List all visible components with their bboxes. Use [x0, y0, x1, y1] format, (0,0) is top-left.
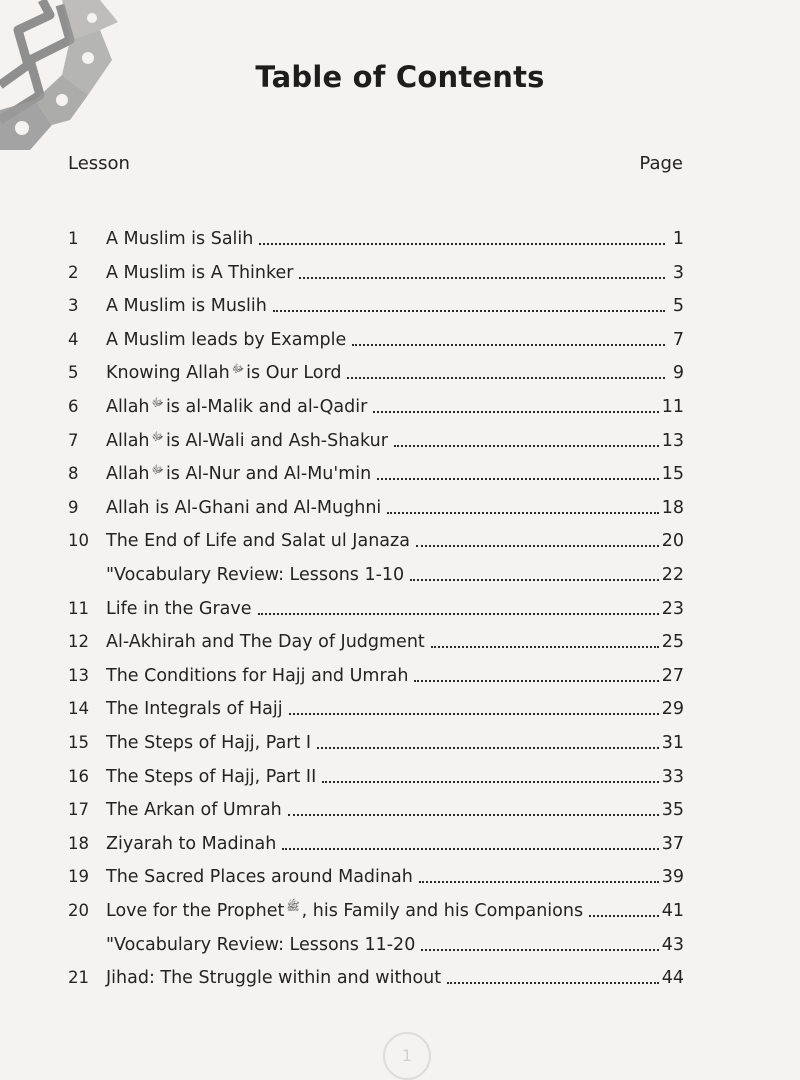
- toc-entry[interactable]: [68, 352, 684, 386]
- toc-entry[interactable]: [68, 420, 684, 454]
- lesson-title: [106, 894, 583, 924]
- dot-leader: [447, 981, 659, 984]
- toc-entry[interactable]: [68, 957, 684, 991]
- lesson-title: [106, 293, 267, 319]
- lesson-number: 15: [68, 733, 89, 752]
- dot-leader: [421, 948, 658, 951]
- dot-leader: [289, 712, 659, 715]
- page-number-cell: 22: [661, 565, 684, 585]
- lesson-number: 21: [68, 968, 89, 988]
- lesson-title-text-cont: , his Family and his Companions: [301, 901, 584, 921]
- lesson-title-text: Allah: [106, 464, 150, 485]
- lesson-title-text: "Vocabulary Review: Lessons 1-10: [106, 565, 405, 585]
- lesson-number: 2: [68, 262, 79, 282]
- lesson-number: 10: [68, 531, 89, 551]
- page-number-cell: 3: [672, 262, 684, 283]
- lesson-title: [106, 629, 425, 655]
- page-number-cell: 35: [661, 800, 684, 821]
- lesson-title-text-cont: is Al-Wali and Ash-Shakur: [165, 430, 388, 451]
- page-number-cell: 25: [661, 632, 684, 653]
- lesson-title-text: Allah: [106, 430, 150, 451]
- lesson-number: 6: [68, 397, 79, 416]
- lesson-title: [106, 764, 316, 790]
- lesson-title-text-cont: is Our Lord: [246, 363, 342, 384]
- toc-entry[interactable]: [68, 621, 684, 655]
- page-number-cell: 39: [661, 867, 684, 888]
- dot-leader: [416, 544, 659, 547]
- dot-leader: [259, 242, 665, 245]
- lesson-title: [106, 663, 408, 689]
- lesson-number: 16: [68, 766, 89, 786]
- dot-leader: [258, 612, 659, 615]
- lesson-title-text-cont: is al-Malik and al-Qadir: [165, 397, 368, 417]
- toc-entry[interactable]: [68, 588, 684, 622]
- page-number-cell: 11: [661, 397, 684, 417]
- page-number-cell: 13: [661, 430, 684, 451]
- toc-entry[interactable]: [68, 285, 684, 319]
- toc-entry[interactable]: [68, 722, 684, 756]
- dot-leader: [414, 679, 658, 682]
- lesson-title: [106, 864, 413, 890]
- page-number-cell: 31: [661, 733, 684, 753]
- dot-leader: [299, 276, 665, 279]
- dot-leader: [387, 511, 658, 514]
- lesson-title: [106, 226, 253, 252]
- lesson-number: 3: [68, 296, 79, 316]
- lesson-column-header: Lesson: [68, 153, 130, 174]
- lesson-number: 12: [68, 632, 89, 652]
- lesson-title-text: Al-Akhirah and The Day of Judgment: [106, 632, 425, 653]
- lesson-title-text: Jihad: The Struggle within and without: [106, 968, 442, 989]
- dot-leader: [273, 309, 665, 312]
- dot-leader: [288, 813, 659, 816]
- lesson-title-text: The Sacred Places around Madinah: [106, 867, 413, 888]
- lesson-title: [106, 390, 367, 420]
- page-number-cell: 37: [661, 833, 684, 854]
- toc-entry[interactable]: [68, 453, 684, 487]
- lesson-title-text: The Steps of Hajj, Part I: [106, 733, 312, 753]
- page-title: Table of Contents: [255, 60, 545, 94]
- lesson-number: 9: [68, 497, 79, 517]
- toc-entry[interactable]: [68, 688, 684, 722]
- lesson-title: [106, 562, 404, 588]
- dot-leader: [373, 410, 658, 413]
- honorific-glyph: ﷻ: [151, 396, 164, 409]
- page-number-cell: 9: [672, 363, 684, 384]
- lesson-title: [106, 797, 282, 823]
- page-number-cell: 44: [661, 968, 684, 989]
- toc-entry[interactable]: [68, 890, 684, 924]
- lesson-title: [106, 696, 283, 722]
- lesson-title-text: The Integrals of Hajj: [106, 699, 283, 720]
- lesson-title: [106, 932, 415, 958]
- dot-leader: [282, 847, 658, 850]
- toc-entry[interactable]: [68, 520, 684, 554]
- lesson-number: 11: [68, 598, 89, 618]
- dot-leader: [322, 780, 658, 783]
- lesson-number: 7: [68, 430, 79, 450]
- dot-leader: [410, 578, 659, 581]
- lesson-title: [106, 356, 341, 386]
- page-number-cell: 5: [672, 296, 684, 317]
- lesson-number: 20: [68, 901, 89, 920]
- lesson-title-text: Ziyarah to Madinah: [106, 833, 277, 854]
- lesson-title-text-cont: is Al-Nur and Al-Mu'min: [165, 464, 372, 485]
- lesson-title: [106, 596, 252, 622]
- lesson-title: [106, 528, 410, 554]
- lesson-title: [106, 730, 311, 756]
- lesson-title: [106, 831, 276, 857]
- page-number-cell: 1: [672, 229, 684, 249]
- lesson-title-text: A Muslim is A Thinker: [106, 262, 294, 283]
- page-number-cell: 20: [661, 531, 684, 552]
- page-number-cell: 7: [672, 329, 684, 350]
- page-number-cell: 23: [661, 598, 684, 619]
- page-number-cell: 43: [661, 934, 684, 955]
- dot-leader: [377, 477, 659, 480]
- lesson-title: [106, 327, 346, 353]
- dot-leader: [431, 645, 659, 648]
- lesson-title-text: Life in the Grave: [106, 598, 252, 619]
- toc-entry[interactable]: [68, 386, 684, 420]
- toc-entry[interactable]: [68, 655, 684, 689]
- toc-entry[interactable]: [68, 487, 684, 521]
- lesson-title-text: Allah is Al-Ghani and Al-Mughni: [106, 497, 382, 518]
- toc-entry[interactable]: [68, 252, 684, 286]
- lesson-number: 13: [68, 665, 89, 685]
- lesson-title-text: Knowing Allah: [106, 363, 230, 384]
- lesson-number: 1: [68, 229, 79, 248]
- lesson-title: [106, 457, 371, 487]
- honorific-glyph: ﷺ: [286, 900, 300, 913]
- toc-entry[interactable]: [68, 823, 684, 857]
- page-number-cell: 33: [661, 766, 684, 787]
- lesson-title-text: A Muslim is Salih: [106, 229, 254, 249]
- dot-leader: [347, 376, 665, 379]
- lesson-title: [106, 424, 388, 454]
- page-number-cell: 29: [661, 699, 684, 720]
- toc-entry[interactable]: [68, 856, 684, 890]
- toc-entry[interactable]: [68, 756, 684, 790]
- lesson-title-text: Love for the Prophet: [106, 901, 285, 921]
- lesson-title-text: A Muslim is Muslih: [106, 296, 267, 317]
- toc-entry[interactable]: [68, 924, 684, 958]
- lesson-title: [106, 495, 381, 521]
- lesson-title: [106, 965, 441, 991]
- toc-entry[interactable]: [68, 789, 684, 823]
- dot-leader: [317, 746, 659, 749]
- lesson-number: 18: [68, 833, 89, 853]
- page-number-cell: 41: [661, 901, 684, 921]
- dot-leader: [419, 880, 659, 883]
- lesson-title-text: The End of Life and Salat ul Janaza: [106, 531, 410, 552]
- toc-entry[interactable]: [68, 554, 684, 588]
- lesson-title-text: A Muslim leads by Example: [106, 329, 347, 350]
- dot-leader: [589, 914, 659, 917]
- lesson-title-text: Allah: [106, 397, 150, 417]
- lesson-title-text: The Arkan of Umrah: [106, 800, 282, 821]
- lesson-number: 17: [68, 800, 89, 820]
- lesson-title: [106, 260, 293, 286]
- lesson-title-text: "Vocabulary Review: Lessons 11-20: [106, 934, 416, 955]
- page-column-header: Page: [639, 153, 683, 174]
- lesson-number: 4: [68, 329, 79, 349]
- page-number-cell: 18: [661, 497, 684, 518]
- toc-entry[interactable]: [68, 218, 684, 252]
- dot-leader: [394, 444, 659, 447]
- lesson-title-text: The Conditions for Hajj and Umrah: [106, 665, 409, 686]
- honorific-glyph: ﷻ: [231, 362, 245, 376]
- lesson-number: 14: [68, 699, 89, 719]
- lesson-number: 5: [68, 363, 79, 383]
- honorific-glyph: ﷻ: [151, 429, 164, 443]
- honorific-glyph: ﷻ: [151, 463, 164, 477]
- page-number-cell: 27: [661, 665, 684, 686]
- lesson-title-text: The Steps of Hajj, Part II: [106, 766, 317, 787]
- dot-leader: [352, 343, 665, 346]
- lesson-number: 8: [68, 464, 79, 484]
- page-number: 1: [383, 1032, 431, 1080]
- toc-entry[interactable]: [68, 319, 684, 353]
- page-number-cell: 15: [661, 464, 684, 485]
- lesson-number: 19: [68, 867, 89, 887]
